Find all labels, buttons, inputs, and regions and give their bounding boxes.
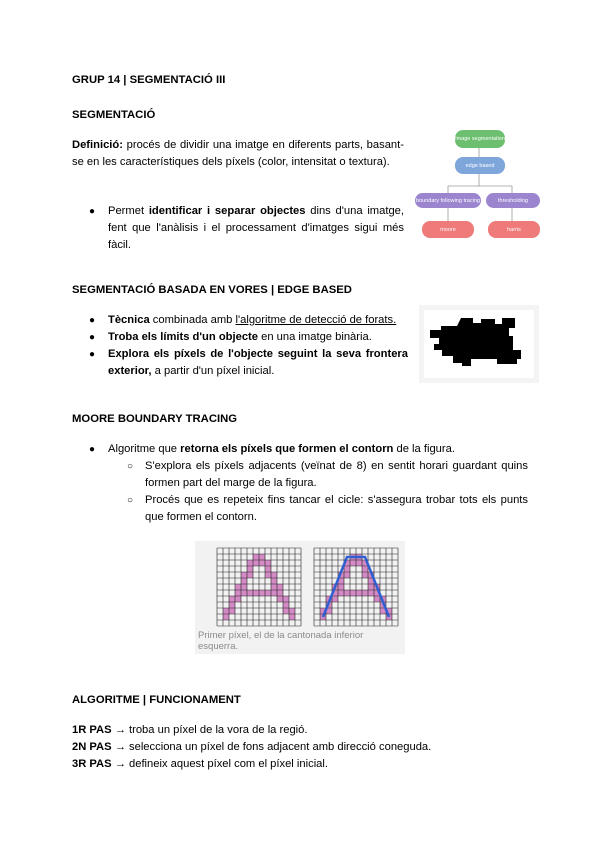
bullet-dot-icon: ● xyxy=(89,206,96,217)
section-heading-edge-based: SEGMENTACIÓ BASADA EN VORES | EDGE BASED xyxy=(72,284,352,296)
moore-bullets xyxy=(89,441,528,458)
diagram-node-boundary: boundary following tracing xyxy=(415,193,481,208)
bullet-dot-icon: ● xyxy=(89,444,96,455)
diagram-node-root: Image segmentation xyxy=(455,130,505,148)
diagram-node-harris: harris xyxy=(488,221,540,238)
segmentacio-bullets xyxy=(89,203,405,254)
binary-blob-shape xyxy=(424,310,534,378)
bullet-dot-icon: ● xyxy=(89,332,96,343)
moore-tracing-figure xyxy=(195,541,405,654)
section-heading-moore: MOORE BOUNDARY TRACING xyxy=(72,413,238,425)
list-item: ○ Procés que es repeteix fins tancar el cicle: s'assegura trobar tots els punts que formen el contorn. xyxy=(127,494,528,523)
step-3: 3R PAS → defineix aquest píxel com el píxel inicial. xyxy=(72,758,328,770)
step-1: 1R PAS → troba un píxel de la vora de la regió. xyxy=(72,724,308,736)
edge-based-bullets xyxy=(89,312,408,380)
bullet-dot-icon: ● xyxy=(89,315,96,326)
figure-caption: Primer píxel, el de la cantonada inferior esquerra. xyxy=(198,630,364,652)
list-item: ● Troba els límits d'un objecte en una imatge binària. xyxy=(108,329,408,346)
diagram-node-thresholding: thresholding xyxy=(486,193,540,208)
list-item: ● Tècnica combinada amb l'algoritme de detecció de forats. xyxy=(108,312,408,329)
segmentation-diagram xyxy=(412,124,547,246)
list-item: ○ S'explora els píxels adjacents (veïnat de 8) en sentit horari guardant quins formen part del marge de la figura. xyxy=(127,460,528,489)
step-2: 2N PAS → selecciona un píxel de fons adjacent amb direcció coneguda. xyxy=(72,741,432,753)
list-item: ● Explora els píxels de l'objecte seguint la seva frontera exterior, a partir d'un píxel inicial. xyxy=(89,348,408,377)
bullet-circle-icon: ○ xyxy=(127,461,134,472)
diagram-node-moore: moore xyxy=(422,221,474,238)
algorithm-steps xyxy=(72,722,532,773)
bullet-circle-icon: ○ xyxy=(127,495,134,506)
letter-a-grid-traced xyxy=(313,547,399,627)
diagram-node-edge-based: edge based xyxy=(455,157,505,174)
page-title: GRUP 14 | SEGMENTACIÓ III xyxy=(72,74,226,86)
section-heading-segmentacio: SEGMENTACIÓ xyxy=(72,109,156,121)
moore-subbullets xyxy=(127,458,528,526)
definition-paragraph xyxy=(72,137,404,171)
list-item: ● Algoritme que retorna els píxels que formen el contorn de la figura. xyxy=(108,441,528,458)
binary-object-image xyxy=(419,305,539,383)
definition-text: procés de dividir una imatge en diferents parts, basant-se en les característiques dels píxels (color, intensitat o textura). xyxy=(72,139,404,168)
letter-a-grid-filled xyxy=(216,547,302,627)
section-heading-algoritme: ALGORITME | FUNCIONAMENT xyxy=(72,694,241,706)
bullet-dot-icon: ● xyxy=(89,349,96,360)
definition-label: Definició: xyxy=(72,139,123,151)
list-item: ● Permet identificar i separar objectes dins d'una imatge, fent que l'anàlisis i el processament d'imatges sigui més fàcil. xyxy=(89,205,405,251)
